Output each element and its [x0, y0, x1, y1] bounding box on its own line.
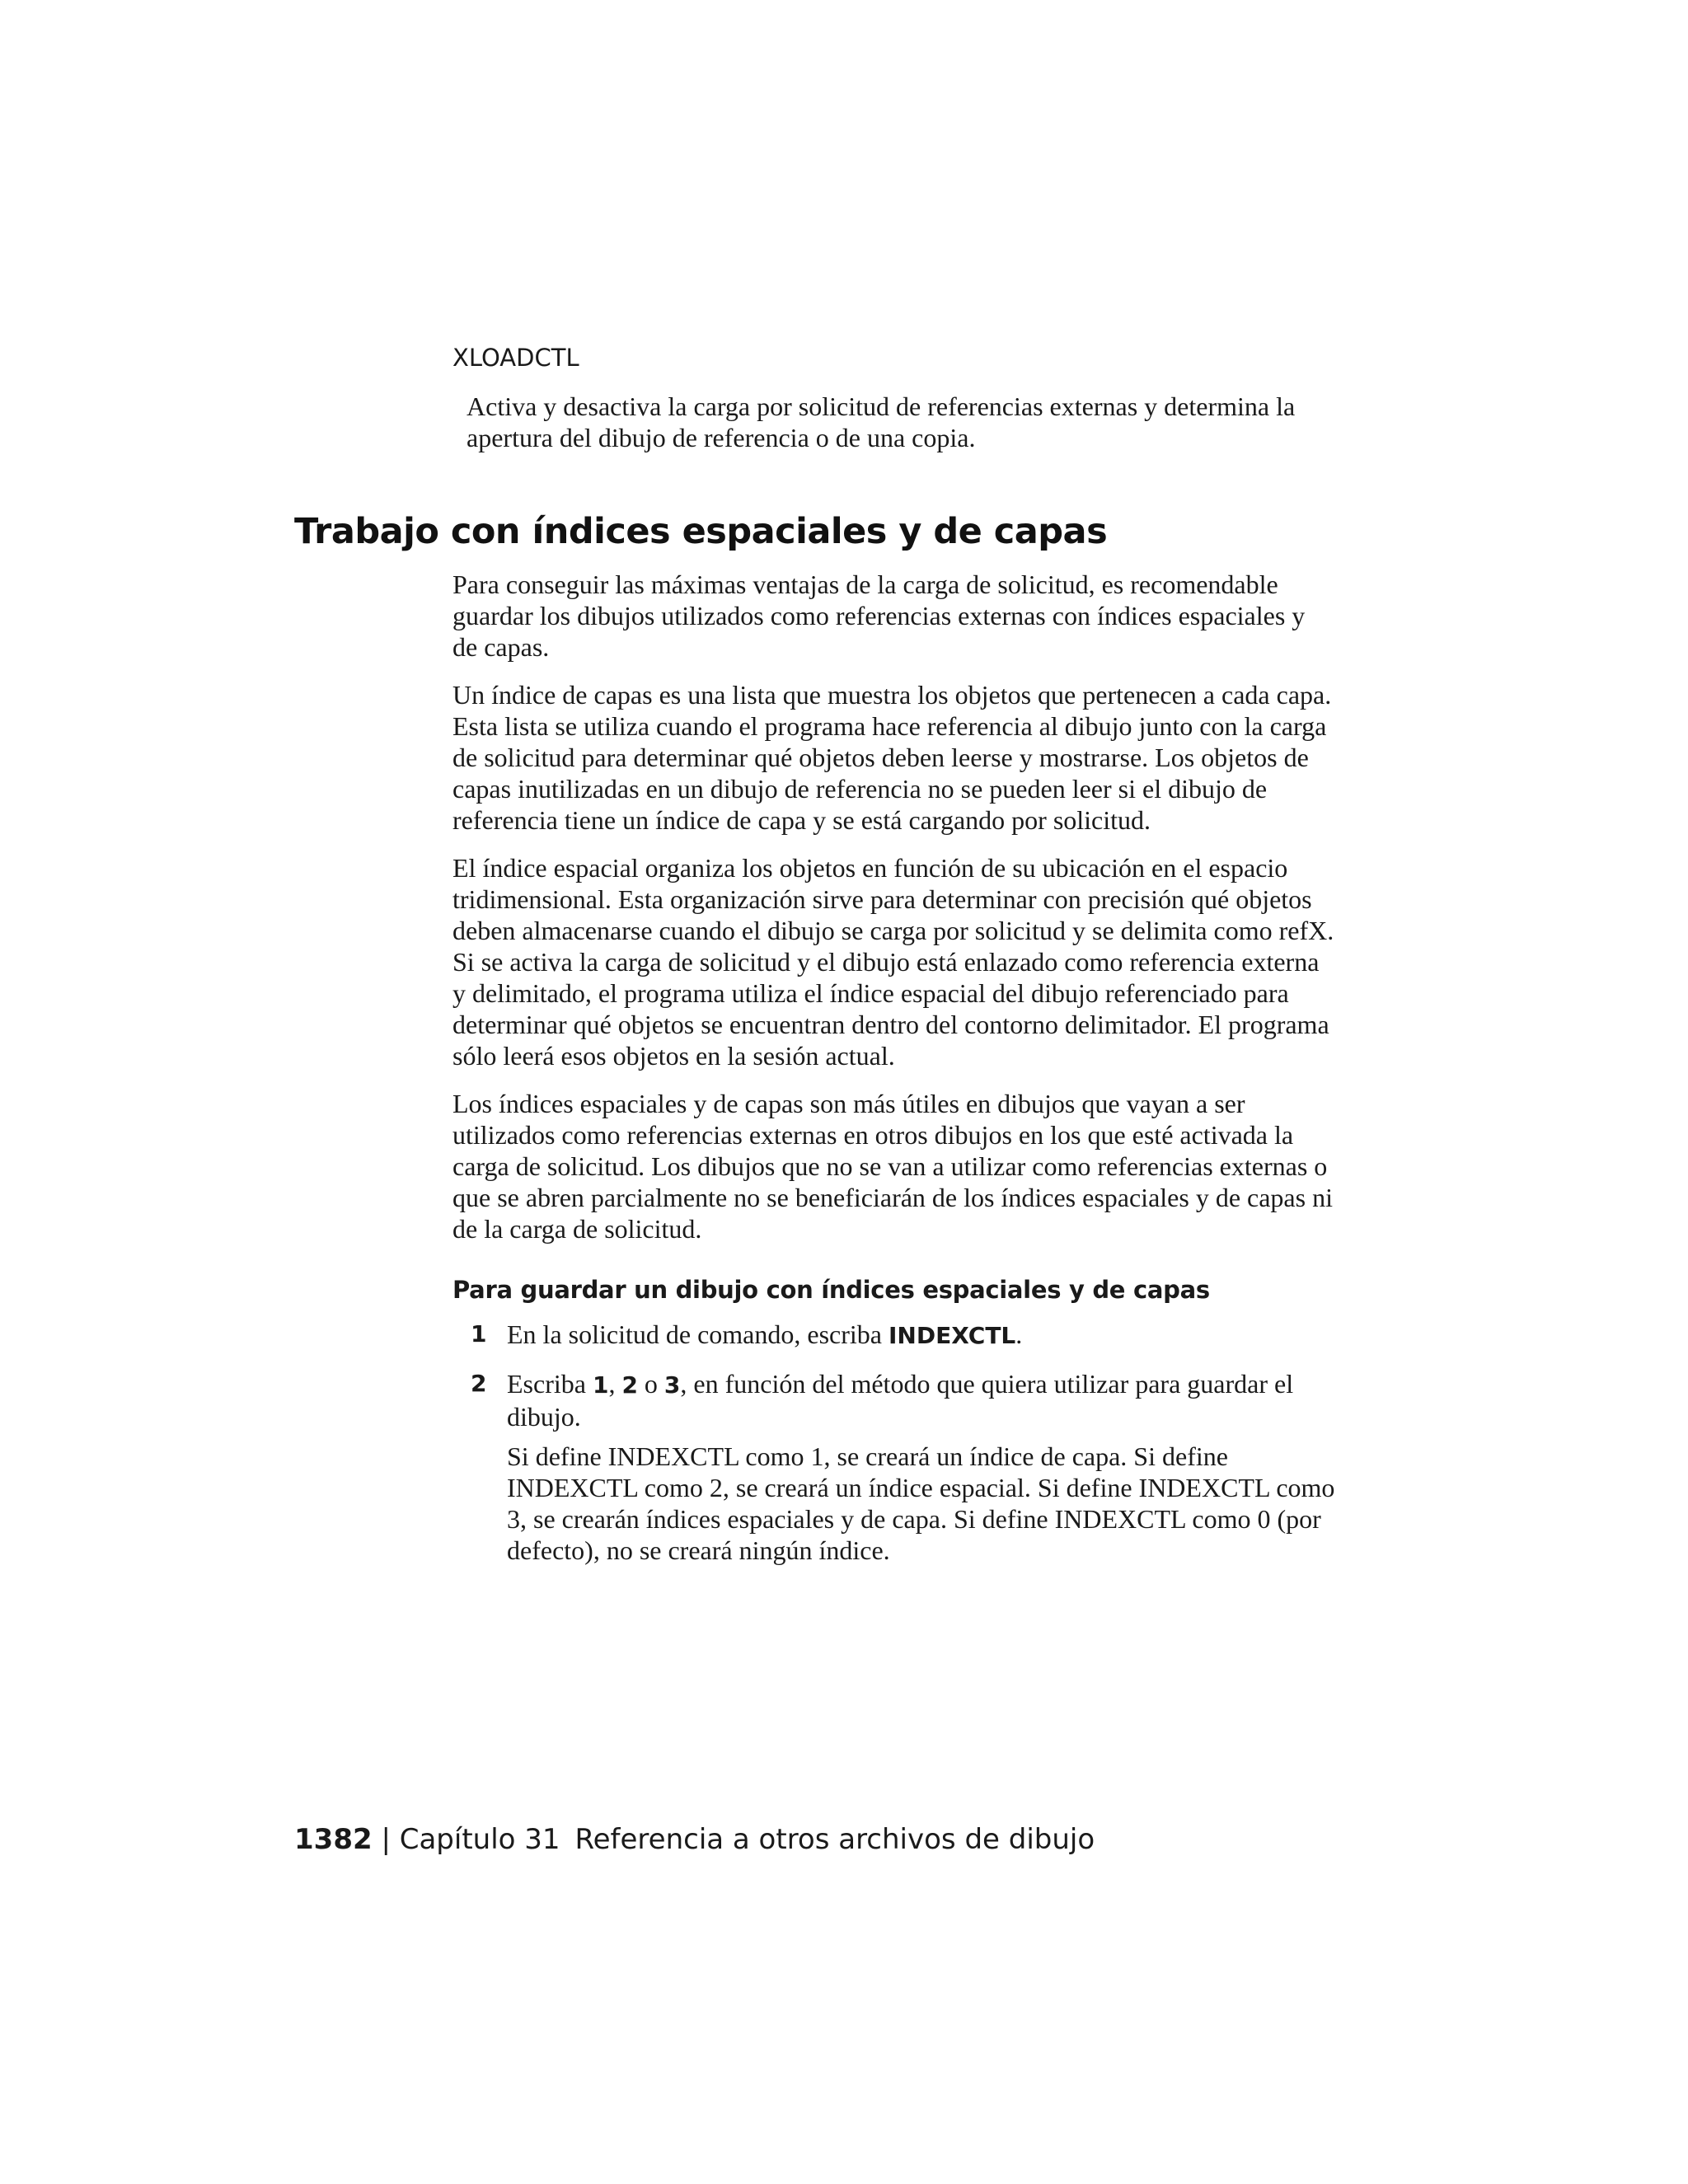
- page-number: 1382: [294, 1823, 373, 1856]
- step-number: 1: [471, 1320, 487, 1347]
- step-note: Si define INDEXCTL como 1, se creará un índice de capa. Si define INDEXCTL como 2, se creará un índice espacial. Si define INDEXCTL como 3, se crearán índices espaciales y de capa. Si define INDEXCTL como 0 (por defecto), no se creará ningún índice.: [507, 1441, 1335, 1565]
- option-separator: ,: [608, 1369, 622, 1399]
- section-title: Trabajo con índices espaciales y de capas: [294, 511, 1108, 552]
- paragraph-2: Un índice de capas es una lista que muestra los objetos que pertenecen a cada capa. Esta lista se utiliza cuando el programa hace referencia al dibujo junto con la carga de solicitud para determinar qué objetos deben leerse y mostrarse. Los objetos de capas inutilizadas en un dibujo de referencia no se pueden leer si el dibujo de referencia tiene un índice de capa y se está cargando por solicitud.: [452, 680, 1332, 835]
- chapter-title: Referencia a otros archivos de dibujo: [574, 1823, 1095, 1856]
- procedure-title: Para guardar un dibujo con índices espaciales y de capas: [452, 1276, 1210, 1304]
- step-text-lead: En la solicitud de comando, escriba: [507, 1319, 889, 1349]
- paragraph-4: Los índices espaciales y de capas son más útiles en dibujos que vayan a ser utilizados como referencias externas en otros dibujos en los que esté activada la carga de solicitud. Los dibujos que no se van a utilizar como referencias externas o que se abren parcialmente no se beneficiarán de los índices espaciales y de capas ni de la carga de solicitud.: [452, 1089, 1333, 1244]
- step-text: [507, 1319, 1336, 1352]
- procedure-step-1: [452, 1319, 1336, 1352]
- term-description: Activa y desactiva la carga por solicitud de referencias externas y determina la apertura del dibujo de referencia o de una copia.: [467, 391, 1296, 452]
- section-body: [452, 569, 1336, 1582]
- paragraph-3: El índice espacial organiza los objetos en función de su ubicación en el espacio tridimensional. Esta organización sirve para determinar con precisión qué objetos deben almacenarse cuando el dibujo se carga por solicitud y se delimita como refX. Si se activa la carga de solicitud y el dibujo está enlazado como referencia externa y delimitado, el programa utiliza el índice espacial del dibujo referenciado para determinar qué objetos se encuentran dentro del contorno delimitador. El programa sólo leerá esos objetos en la sesión actual.: [452, 853, 1334, 1071]
- footer-separator: |: [372, 1823, 400, 1856]
- step-text-tail: , en función del método que quiera utilizar para guardar el dibujo.: [507, 1369, 1294, 1432]
- option-separator: o: [637, 1369, 664, 1399]
- paragraph-1: Para conseguir las máximas ventajas de la carga de solicitud, es recomendable guardar los dibujos utilizados como referencias externas con índices espaciales y de capas.: [452, 569, 1306, 662]
- chapter-label: Capítulo 31: [399, 1823, 560, 1856]
- command-keyword: INDEXCTL: [888, 1322, 1016, 1349]
- step-text-tail: .: [1015, 1319, 1023, 1349]
- step-number: 2: [471, 1370, 487, 1397]
- step-text: [507, 1368, 1336, 1432]
- page-footer: [294, 1823, 1095, 1856]
- procedure-step-2: [452, 1368, 1336, 1566]
- step-text-lead: Escriba: [507, 1369, 593, 1399]
- option-1: 1: [592, 1371, 609, 1399]
- option-2: 2: [621, 1371, 638, 1399]
- term-name: XLOADCTL: [452, 344, 579, 372]
- option-3: 3: [663, 1371, 681, 1399]
